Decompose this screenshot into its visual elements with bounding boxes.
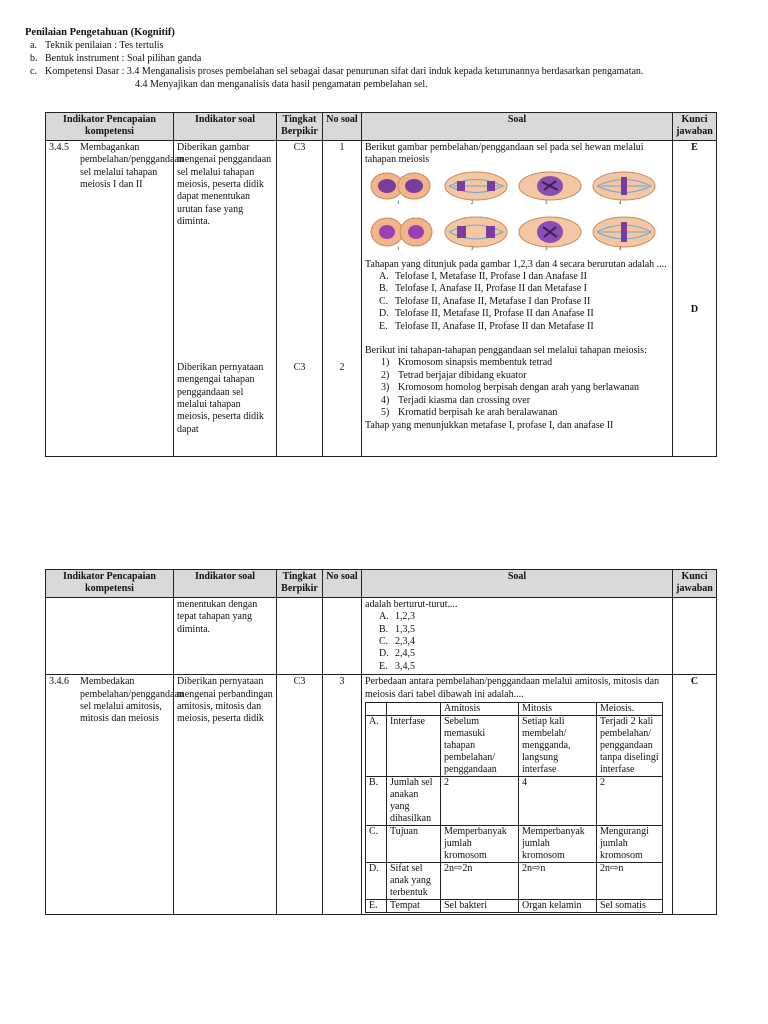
q2-options [365, 611, 669, 673]
header-item-c: c. Kompetensi Dasar : 3.4 Menganalisis proses pembelahan sel sebagai dasar penurunan sifat dari induk kepada keturunannya berdasarkan pengamatan. [30, 66, 644, 77]
indikator-soal-cell: Diberikan pernyataan mengenai perbandingan amitosis, mitosis dan meiosis, peserta didik [174, 675, 277, 915]
meiosis-cell-anaphase-image: 2 [443, 215, 509, 251]
list-item: 5) Kromatid berpisah ke arah beralawanan [381, 407, 558, 419]
list-item: C. Telofase II, Anafase II, Metafase I dan Profase II [379, 295, 591, 307]
q2-question-part1: Tahap yang menunjukkan metafase I, profase I, dan anafase II [365, 419, 614, 431]
no-soal-cell: 3 [323, 675, 362, 915]
tingkat-cell: C3 C3 [277, 140, 323, 456]
kd-line-2: 4.4 Menyajikan dan menganalisis data hasil pengamatan pembelahan sel. [135, 79, 428, 90]
th-indikator-kompetensi: Indikator Pencapaian kompetensi [46, 113, 174, 141]
table-header-row [46, 570, 717, 598]
header-item-a: a. Teknik penilaian : Tes tertulis [30, 40, 164, 51]
q1-question: Tahapan yang ditunjuk pada gambar 1,2,3 dan 4 secara berurutan adalah .... [365, 258, 667, 270]
section-title: Penilaian Pengetahuan (Kognitif) [25, 27, 175, 38]
soal-cell [362, 597, 673, 674]
meiosis-cell-telophase-image: 1 [369, 169, 435, 205]
indikator-soal-cell: menentukan dengan tepat tahapan yang diminta. [174, 597, 277, 674]
list-item: B. 1,3,5 [379, 623, 415, 635]
meiosis-figure [365, 169, 669, 251]
meiosis-image-row-2 [369, 215, 669, 251]
list-item: A. 1,2,3 [379, 611, 415, 623]
th-no-soal: No soal [323, 570, 362, 598]
comparison-table [365, 702, 663, 913]
q2-key: D [690, 303, 699, 315]
list-item: E. Telofase II, Anafase II, Profase II dan Metafase II [379, 320, 594, 332]
table-row [46, 140, 717, 456]
list-item: A. Telofase I, Metafase II, Profase I dan Anafase II [379, 271, 587, 283]
list-item: B. Telofase I, Anafase II, Profase II dan Metafase I [379, 283, 587, 295]
q2-stem: Berikut ini tahapan-tahapan penggandaan sel melalui tahapan meiosis: [365, 345, 647, 357]
list-item: 2) Tetrad berjajar dibidang ekuator [381, 369, 527, 381]
meiosis-cell-prophase-image: 3 [517, 169, 583, 205]
q2-question-part2: adalah berturut-turut.... [365, 598, 458, 610]
th-indikator-soal: Indikator soal [174, 570, 277, 598]
col-header-mitosis: Mitosis [519, 703, 597, 716]
list-item: C. 2,3,4 [379, 636, 415, 648]
table-row [46, 597, 717, 674]
table-header-row [46, 113, 717, 141]
table-row: E. Tempat Sel bakteri Organ kelamin Sel somatis [366, 900, 663, 913]
table-row [366, 703, 663, 716]
q3-stem: Perbedaan antara pembelahan/penggandaan melalui amitosis, mitosis dan meiosis dari tabel dibawah ini adalah.... [365, 676, 660, 700]
meiosis-cell-metaphase-image: 4 [591, 169, 657, 205]
meiosis-cell-telophase-image: 1 [369, 215, 435, 251]
meiosis-cell-anaphase-image: 2 [443, 169, 509, 205]
meiosis-image-row-1 [369, 169, 669, 205]
assessment-header [25, 26, 745, 91]
th-kunci: Kunci jawaban [673, 113, 717, 141]
table-row: C. Tujuan Memperbanyak jumlah kromosom Memperbanyak jumlah kromosom Mengurangi jumlah kromosom [366, 826, 663, 863]
tingkat-cell: C3 [277, 675, 323, 915]
th-soal: Soal [362, 113, 673, 141]
list-item: 1) Kromosom sinapsis membentuk tetrad [381, 357, 553, 369]
question-table-2 [45, 569, 717, 915]
table-row: B. Jumlah sel anakan yang dihasilkan 2 4 2 [366, 777, 663, 826]
table-row [46, 675, 717, 915]
col-header-amitosis: Amitosis [441, 703, 519, 716]
soal-cell [362, 140, 673, 456]
th-kunci: Kunci jawaban [673, 570, 717, 598]
soal-cell [362, 675, 673, 915]
q1-stem: Berikut gambar pembelahan/penggandaan sel pada sel hewan melalui tahapan meiosis [365, 141, 644, 166]
th-indikator-soal: Indikator soal [174, 113, 277, 141]
list-item: 3) Kromosom homolog berpisah dengan arah yang berlawanan [381, 382, 640, 394]
question-table-1 [45, 112, 717, 457]
header-item-b: b. Bentuk instrument : Soal pilihan ganda [30, 53, 202, 64]
indikator-kompetensi-cell: 3.4.5 Membagankan pembelahan/penggandaan sel melalui tahapan meiosis I dan II [46, 140, 174, 456]
th-soal: Soal [362, 570, 673, 598]
no-soal-cell: 1 2 [323, 140, 362, 456]
kunci-cell [673, 140, 717, 456]
table-row: D. Sifat sel anak yang terbentuk 2n⇨2n 2n⇨n 2n⇨n [366, 863, 663, 900]
q1-key: E [691, 141, 698, 153]
th-tingkat: Tingkat Berpikir [277, 113, 323, 141]
list-item: D. 2,4,5 [379, 648, 415, 660]
th-no-soal: No soal [323, 113, 362, 141]
th-indikator-kompetensi: Indikator Pencapaian kompetensi [46, 570, 174, 598]
indikator-kompetensi-cell: 3.4.6 Membedakan pembelahan/penggandaan sel melalui amitosis, mitosis dan meiosis [46, 675, 174, 915]
q2-statements [365, 357, 669, 419]
table-row: A. Interfase Sebelum memasuki tahapan pembelahan/ penggandaan Setiap kali membelah/ mengganda, langsung interfase Terjadi 2 kali pembelahan/ penggandaan tanpa diselingi interfase [366, 716, 663, 777]
q1-options [365, 271, 669, 333]
list-item: D. Telofase II, Metafase II, Profase II dan Anafase II [379, 308, 594, 320]
kunci-cell: C [673, 675, 717, 915]
th-tingkat: Tingkat Berpikir [277, 570, 323, 598]
meiosis-cell-metaphase-image: 4 [591, 215, 657, 251]
col-header-meiosis: Meiosis. [597, 703, 663, 716]
list-item: 4) Terjadi kiasma dan crossing over [381, 394, 531, 406]
meiosis-cell-prophase-image: 3 [517, 215, 583, 251]
list-item: E. 3,4,5 [379, 660, 415, 672]
indikator-soal-cell: Diberikan gambar mengenai penggandaan sel melalui tahapan meiosis, peserta didik dapat menentukan urutan fase yang diminta. Diberikan pernyataan mengengai tahapan penggandaan sel melalui tahapan meiosis, peserta didik dapat [174, 140, 277, 456]
